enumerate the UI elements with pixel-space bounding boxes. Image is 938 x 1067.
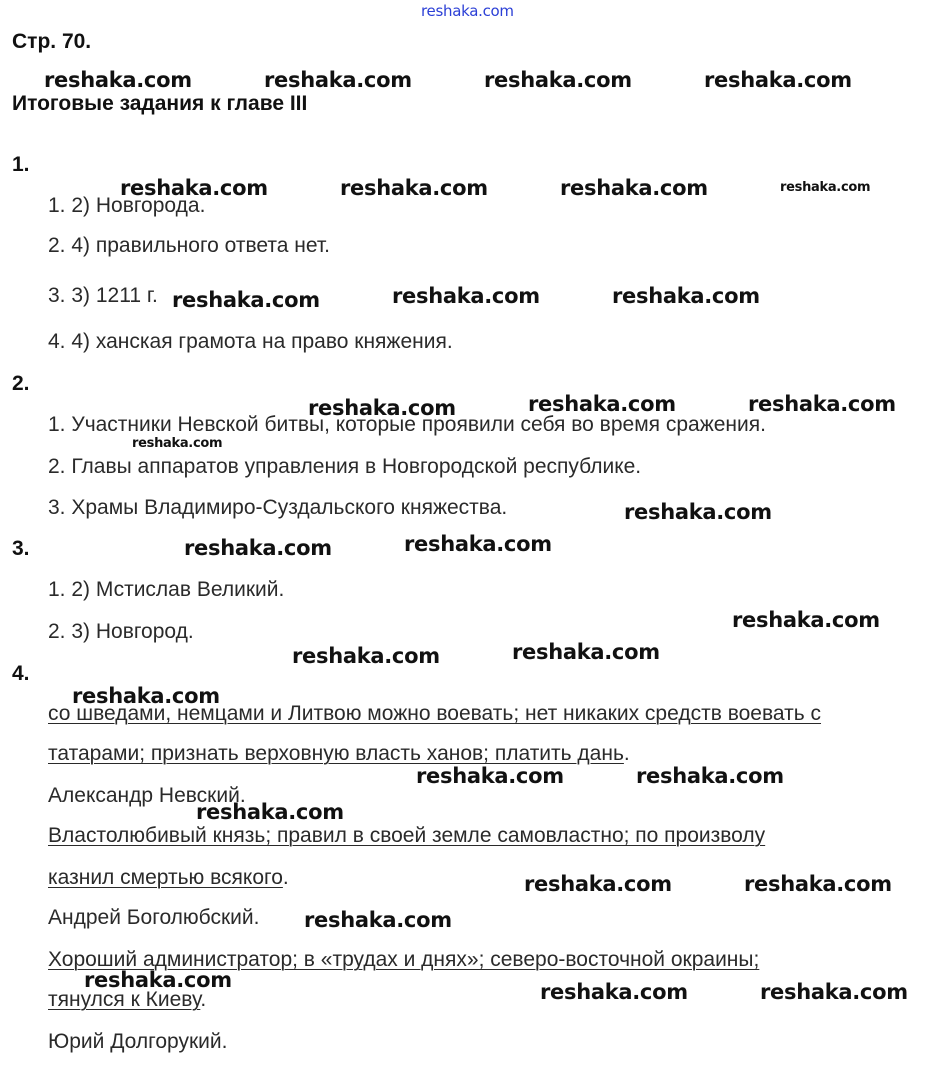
answer-2: Андрей Боголюбский. bbox=[48, 906, 260, 929]
page-label: Стр. 70. bbox=[12, 30, 92, 53]
watermark: reshaka.com bbox=[624, 500, 772, 524]
quote-3-period: . bbox=[200, 988, 207, 1011]
watermark: reshaka.com bbox=[524, 872, 672, 896]
watermark: reshaka.com bbox=[340, 176, 488, 200]
task-1-answer-1: 1. 2) Новгорода. bbox=[48, 194, 206, 217]
quote-2-line-1: Властолюбивый князь; правил в своей земле самовластно; по произволу bbox=[48, 824, 766, 847]
watermark: reshaka.com bbox=[760, 980, 908, 1004]
quote-3-line-2-text: тянулся к Киеву bbox=[48, 988, 201, 1011]
chapter-title: Итоговые задания к главе III bbox=[12, 92, 308, 115]
quote-2-line-2-text: казнил смертью всякого bbox=[48, 866, 283, 889]
watermark: reshaka.com bbox=[84, 968, 232, 992]
watermark: reshaka.com bbox=[132, 436, 223, 451]
task-2-answer-3: 3. Храмы Владимиро-Суздальского княжества. bbox=[48, 496, 508, 519]
watermark: reshaka.com bbox=[560, 176, 708, 200]
watermark: reshaka.com bbox=[416, 764, 564, 788]
watermark: reshaka.com bbox=[44, 68, 192, 92]
watermark: reshaka.com bbox=[172, 288, 320, 312]
answer-3: Юрий Долгорукий. bbox=[48, 1030, 228, 1053]
watermark: reshaka.com bbox=[748, 392, 896, 416]
watermark: reshaka.com bbox=[292, 644, 440, 668]
watermark: reshaka.com bbox=[264, 68, 412, 92]
task-1-answer-2: 2. 4) правильного ответа нет. bbox=[48, 234, 330, 257]
task-2-answer-1: 1. Участники Невской битвы, которые проявили себя во время сражения. bbox=[48, 413, 766, 436]
task-3-answer-1: 1. 2) Мстислав Великий. bbox=[48, 578, 285, 601]
quote-2-line-2 bbox=[48, 866, 289, 890]
watermark: reshaka.com bbox=[780, 180, 871, 195]
watermark: reshaka.com bbox=[512, 640, 660, 664]
quote-1-line-1: со шведами, немцами и Литвою можно воевать; нет никаких средств воевать с bbox=[48, 702, 822, 725]
watermark: reshaka.com bbox=[732, 608, 880, 632]
watermark: reshaka.com bbox=[392, 284, 540, 308]
task-3-answer-2: 2. 3) Новгород. bbox=[48, 620, 194, 643]
task-2-answer-2: 2. Главы аппаратов управления в Новгородской республике. bbox=[48, 455, 642, 478]
watermark: reshaka.com bbox=[528, 392, 676, 416]
watermark: reshaka.com bbox=[184, 536, 332, 560]
watermark: reshaka.com bbox=[484, 68, 632, 92]
task-2-number: 2. bbox=[12, 372, 30, 395]
watermark: reshaka.com bbox=[744, 872, 892, 896]
task-1-answer-3: 3. 3) 1211 г. bbox=[48, 284, 158, 307]
task-3-number: 3. bbox=[12, 537, 30, 560]
watermark: reshaka.com bbox=[404, 532, 552, 556]
task-4-number: 4. bbox=[12, 662, 30, 685]
answer-1: Александр Невский. bbox=[48, 784, 246, 807]
watermark: reshaka.com bbox=[704, 68, 852, 92]
quote-1-line-2 bbox=[48, 742, 630, 766]
watermark: reshaka.com bbox=[304, 908, 452, 932]
quote-1-line-2-text: татарами; признать верховную власть ханов; платить дань bbox=[48, 742, 624, 765]
watermark: reshaka.com bbox=[120, 176, 268, 200]
watermark: reshaka.com bbox=[636, 764, 784, 788]
watermark: reshaka.com bbox=[72, 684, 220, 708]
watermark: reshaka.com bbox=[196, 800, 344, 824]
watermark: reshaka.com bbox=[612, 284, 760, 308]
quote-1-period: . bbox=[623, 742, 630, 765]
task-1-number: 1. bbox=[12, 153, 30, 176]
watermark-top: reshaka.com bbox=[421, 2, 514, 20]
quote-3-line-1: Хороший администратор; в «трудах и днях»; северо-восточной окраины; bbox=[48, 948, 760, 971]
task-1-answer-4: 4. 4) ханская грамота на право княжения. bbox=[48, 330, 453, 353]
watermark: reshaka.com bbox=[308, 396, 456, 420]
watermark: reshaka.com bbox=[540, 980, 688, 1004]
quote-2-period: . bbox=[282, 866, 289, 889]
